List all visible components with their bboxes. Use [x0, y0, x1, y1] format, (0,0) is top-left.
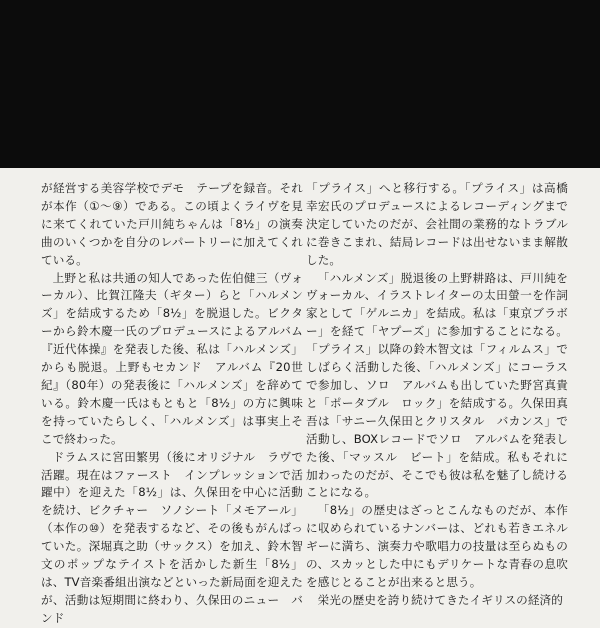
paragraph: が経営する美容学校でデモ テープを録音。それが本作（①〜⑨）である。この頃よくライヴを見に来てくれていた戸川純ちゃんは「8½」の演奏曲のいくつかを自分のレパートリーに加えてくれている。	[41, 181, 303, 267]
paragraph: 栄光の歴史を誇り続けてきたイギリスの経済的	[317, 592, 563, 607]
paragraph: 「プライス」へと移行する。「プライス」は高橋幸宏氏のプロデュースによるレコーディングまで決定していたのだが、会社間の業務的なトラブルに巻きこまれ、結局レコードは出せないまま解散した。	[306, 181, 568, 267]
paragraph: 「8½」の歴史はざっとこんなものだが、本作に収められているナンバーは、どれも若きエネルギーに満ち、演奏力や歌唱力の技量は至らぬものの、スカッとした中にもデリケートな青春の息吹を感じとることが出来ると思う。	[306, 503, 568, 589]
top-black-band	[0, 0, 600, 168]
paragraph: 上野と私は共通の知人であった佐伯健三（ヴォーカル）、比賀江隆夫（ギター）らと「ハルメンズ」を結成するため「8½」を脱退した。ビクターから鈴木慶一氏のプロデュースによるアルバム『近代体操』を発表した後、私は「ハルメンズ」からも脱退。上野もセカンド アルバム『20世紀』（80年）の発表後に「ハルメンズ」を辞めている。鈴木慶一氏はもともと「8½」の方に興味を持っていたらしく、「ハルメンズ」は事実上そこで終わった。	[41, 270, 303, 446]
paragraph: 「ハルメンズ」脱退後の上野耕路は、戸川純をヴォーカル、イラストレイターの太田螢一を作詞家として「ゲルニカ」を結成。私は「東京ブラボー」を経て「ヤプーズ」に参加することになる。「プライス」以降の鈴木智文は「フィルムス」でしばらく活動した後、「ハルメンズ」にコーラスで参加し、ソロ アルバムも出していた野宮真貴と「ポータブル ロック」を結成する。久保田真吾は「サニー久保田とクリスタル バカンス」で活動し、BOXレコードでソロ アルバムを発表した後、「マッスル ビート」を結成。私もそれに加わったのだが、そこでも彼は私を魅了し続けることになる。	[306, 270, 568, 500]
left-text-column	[41, 180, 303, 628]
paragraph: ドラムスに宮田繁男（後にオリジナル ラヴで活躍。現在はファースト インプレッションで活躍中）を迎えた「8½」は、久保田を中心に活動を続け、ビクチャー ソノシート「メモアール」（本作の⑩）を発表するなど、その後もがんばっていた。深堀真之助（サックス）を加え、鈴木智文のポップなテイストを活かした新生「8½」は、TV音楽番組出演などといった新局面を迎えたが、活動は短期間に終わり、久保田のニュー バンド	[41, 449, 303, 625]
right-text-column	[306, 180, 568, 610]
